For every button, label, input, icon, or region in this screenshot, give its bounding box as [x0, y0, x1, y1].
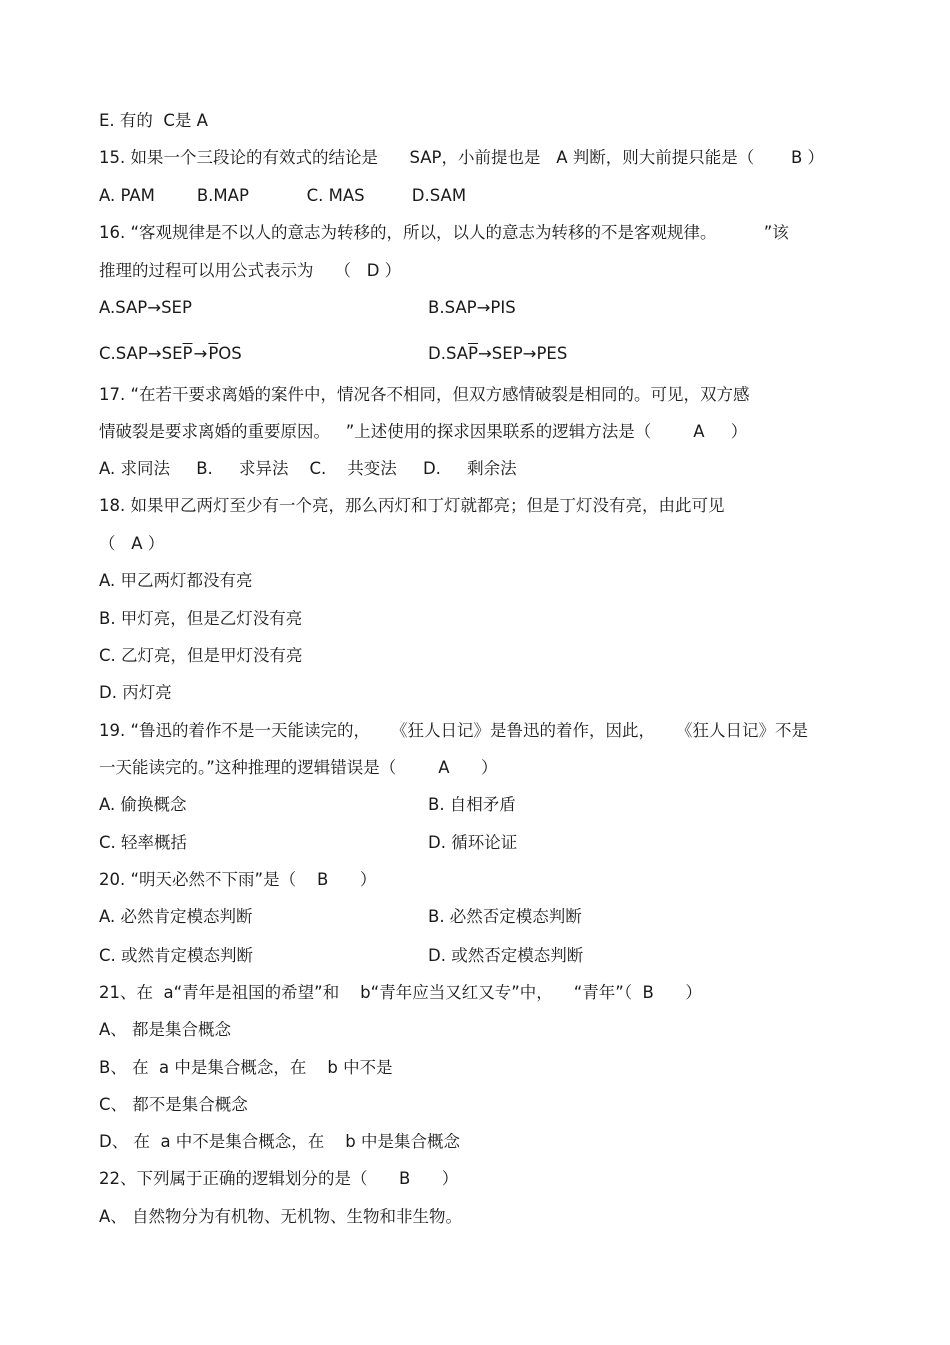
q16-stem-line1: 16. “客观规律是不以人的意志为转移的，所以，以人的意志为转移的不是客观规律。 ”该 [99, 223, 789, 242]
q16-c-os: OS [218, 344, 242, 363]
q15-stem: 15. 如果一个三段论的有效式的结论是 SAP，小前提也是 A 判断，则大前提只能是（ B ） [99, 148, 825, 167]
q19-option-b: B. 自相矛盾 [428, 795, 516, 814]
q21-option-d: D、 在 a 中不是集合概念，在 b 中是集合概念 [99, 1132, 460, 1151]
q20-option-d: D. 或然否定模态判断 [428, 946, 584, 965]
q18-stem-line1: 18. 如果甲乙两灯至少有一个亮，那么丙灯和丁灯就都亮；但是丁灯没有亮，由此可见 [99, 496, 725, 515]
q17-stem-line1: 17. “在若干要求离婚的案件中，情况各不相同，但双方感情破裂是相同的。可见，双方感 [99, 385, 750, 404]
q21-option-a: A、 都是集合概念 [99, 1020, 232, 1039]
q16-d-post: →SEP→PES [477, 344, 568, 363]
q18-option-d: D. 丙灯亮 [99, 683, 172, 702]
q17-options: A. 求同法 B. 求异法 C. 共变法 D. 剩余法 [99, 459, 517, 478]
q16-d-p-negated: $\overline{P}$ [468, 344, 478, 363]
q20-option-b: B. 必然否定模态判断 [428, 907, 582, 926]
q18-stem-line2: （ A ） [99, 534, 165, 553]
q16-c-arrow2: → [193, 344, 208, 363]
q22-option-a: A、 自然物分为有机物、无机物、生物和非生物。 [99, 1207, 463, 1226]
q16-d-pre: D.SA [428, 344, 469, 363]
q20-option-c: C. 或然肯定模态判断 [99, 946, 254, 965]
q20-option-a: A. 必然肯定模态判断 [99, 907, 253, 926]
q14-option-e: E. 有的 C是 A [99, 111, 208, 130]
q18-option-a: A. 甲乙两灯都没有亮 [99, 571, 253, 590]
q16-option-c [99, 343, 242, 365]
q16-option-a: A.SAP→SEP [99, 298, 192, 317]
q22-stem: 22、下列属于正确的逻辑划分的是（ B ） [99, 1169, 459, 1188]
q19-stem-line2: 一天能读完的。”这种推理的逻辑错误是（ A ） [99, 758, 498, 777]
q21-stem: 21、在 a“青年是祖国的希望”和 b“青年应当又红又专”中， “青年”（ B ） [99, 983, 702, 1002]
q16-c-p-negated: $\overline{P}$ [182, 344, 193, 363]
q16-option-b: B.SAP→PIS [428, 298, 516, 317]
q19-option-d: D. 循环论证 [428, 833, 518, 852]
q16-option-d [428, 343, 567, 365]
q21-option-c: C、 都不是集合概念 [99, 1095, 248, 1114]
q16-c-se: SE [161, 344, 183, 363]
q19-option-a: A. 偷换概念 [99, 795, 187, 814]
q19-stem-line1: 19. “鲁迅的着作不是一天能读完的， 《狂人日记》是鲁迅的着作，因此， 《狂人日记》不是 [99, 721, 808, 740]
q15-options: A. PAM B.MAP C. MAS D.SAM [99, 186, 467, 205]
q16-stem-line2: 推理的过程可以用公式表示为 （ D ） [99, 261, 402, 280]
q16-c-p2-negated: $\overline{P}$ [208, 344, 219, 363]
q16-c-arrow: → [147, 344, 162, 363]
q18-option-c: C. 乙灯亮，但是甲灯没有亮 [99, 646, 303, 665]
q19-option-c: C. 轻率概括 [99, 833, 188, 852]
q16-c-prefix: C.SAP [99, 344, 148, 363]
q20-stem: 20. “明天必然不下雨”是（ B ） [99, 870, 377, 889]
q17-stem-line2: 情破裂是要求离婚的重要原因。 ”上述使用的探求因果联系的逻辑方法是（ A ） [99, 422, 748, 441]
q21-option-b: B、 在 a 中是集合概念，在 b 中不是 [99, 1058, 393, 1077]
q18-option-b: B. 甲灯亮，但是乙灯没有亮 [99, 609, 303, 628]
